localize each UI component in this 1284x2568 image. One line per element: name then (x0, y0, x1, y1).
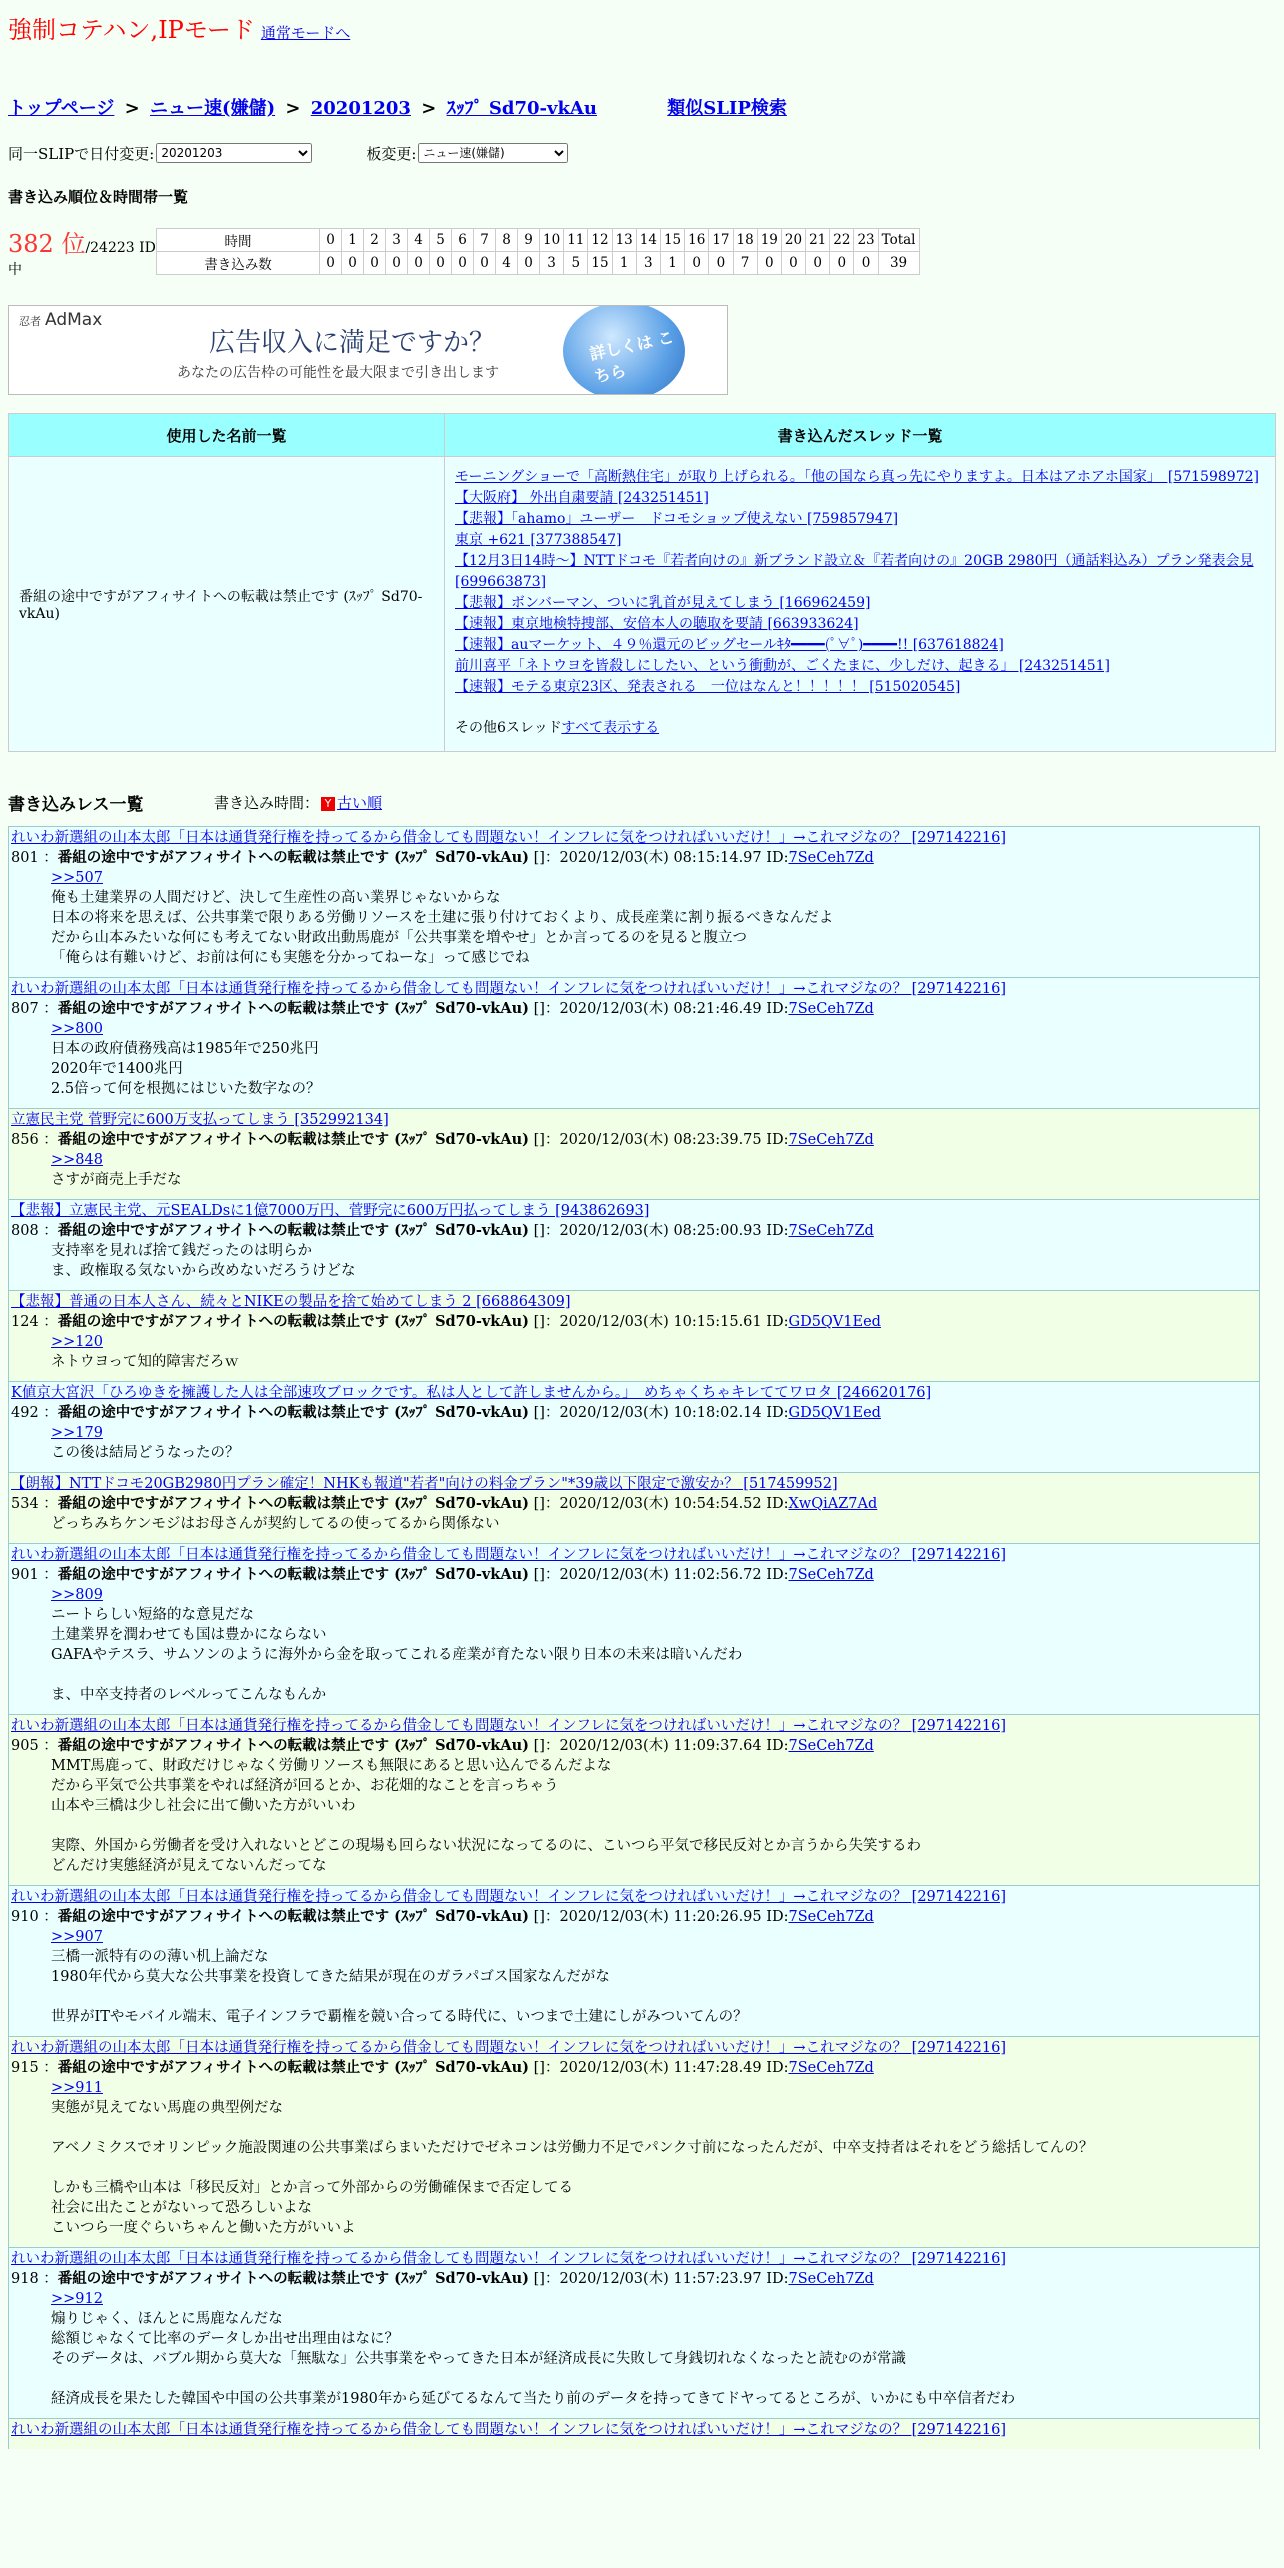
post-thread-link[interactable]: 立憲民主党 菅野完に600万支払ってしまう [352992134] (11, 1112, 389, 1128)
threads-column-header: 書き込んだスレッド一覧 (445, 414, 1276, 457)
thread-list-item (455, 467, 1265, 488)
post-mail: [] (533, 1001, 545, 1017)
post-text-line: GAFAやテスラ、サムソンのように海外から金を取ってこれる産業が育たない限り日本の未来は暗いんだわ (51, 1647, 743, 1663)
post-author-name: 番組の途中ですがアフィサイトへの転載は禁止です (ｽｯﾌﾟ Sd70-vkAu) (57, 1908, 530, 1925)
hour-count-cell: 0 (452, 252, 474, 275)
post-text-line: こいつら一度ぐらいちゃんと働いた方がいいよ (51, 2220, 356, 2236)
post-author-name: 番組の途中ですがアフィサイトへの転載は禁止です (ｽｯﾌﾟ Sd70-vkAu) (57, 1222, 530, 1239)
ranking-section-title: 書き込み順位＆時間帯一覧 (8, 188, 189, 206)
post-date: 2020/12/03(木) 11:47:28.49 ID: (559, 2060, 789, 2076)
rank-display (8, 224, 156, 279)
post-body (51, 1423, 1259, 1463)
post-date: 2020/12/03(木) 11:57:23.97 ID: (559, 2271, 789, 2287)
post-id-link[interactable]: 7SeCeh7Zd (788, 1738, 874, 1754)
hour-count-cell: 0 (518, 252, 540, 275)
post-mail: [] (533, 1909, 545, 1925)
breadcrumb-slip[interactable]: ｽｯﾌﾟ Sd70-vkAu (446, 98, 597, 119)
hour-cell: 23 (854, 229, 878, 252)
post-date: 2020/12/03(木) 11:20:26.95 ID: (559, 1909, 789, 1925)
post-date: 2020/12/03(木) 08:23:39.75 ID: (559, 1132, 789, 1148)
ranking-row (8, 224, 1260, 279)
post (8, 2036, 1260, 2247)
hour-cell: 17 (709, 229, 733, 252)
board-change-label: 板変更: (366, 144, 417, 163)
post-text-line (51, 2158, 1259, 2178)
hour-count-cell: 3 (636, 252, 660, 275)
post-body (51, 1514, 1259, 1534)
post-meta: 856 ：番組の途中ですがアフィサイトへの転載は禁止です (ｽｯﾌﾟ Sd70-vkAu) []：2020/12/03(木) 08:23:39.75 ID:7SeCeh7Zd (11, 1131, 874, 1148)
post-text-line: 「俺らは有難いけど、お前は何にも実態を分かってねーな」って感じでね (51, 950, 530, 966)
hour-count-cell: 0 (430, 252, 452, 275)
thread-link[interactable]: 【悲報】ボンバーマン、ついに乳首が見えてしまう [166962459] (455, 595, 871, 611)
post-meta: 915 ：番組の途中ですがアフィサイトへの転載は禁止です (ｽｯﾌﾟ Sd70-vkAu) []：2020/12/03(木) 11:47:28.49 ID:7SeCeh7Zd (11, 2059, 874, 2076)
mode-title: 強制コテハン,IPモード (8, 16, 255, 44)
hour-count-cell: 0 (342, 252, 364, 275)
posts-title: 書き込みレス一覧 (8, 794, 144, 815)
reply-anchor-link[interactable]: >>809 (51, 1587, 103, 1603)
total-count: 39 (878, 252, 919, 275)
post-id-link[interactable]: GD5QV1Eed (788, 1405, 881, 1421)
hour-cell: 2 (364, 229, 386, 252)
post-mail: [] (533, 1314, 545, 1330)
post (8, 826, 1260, 977)
post-text-line: どんだけ実態経済が見えてないんだってな (51, 1858, 327, 1874)
thread-link[interactable]: 【速報】モテる東京23区、発表される 一位はなんと！！！！！ [515020545] (455, 679, 961, 695)
sort-oldest-link[interactable]: 古い順 (337, 793, 383, 812)
post-thread-link[interactable]: れいわ新選組の山本太郎「日本は通貨発行権を持ってるから借金しても問題ない！インフレに気をつければいいだけ！」→これマジなの？ [297142216] (11, 2422, 1007, 2438)
post-text-line: 経済成長を果たした韓国や中国の公共事業が1980年から延びてるなんて当たり前のデータを持ってきてドヤってるところが、いかにも中卒信者だわ (51, 2391, 1016, 2407)
show-all-threads-link[interactable]: すべて表示する (561, 720, 660, 736)
reply-anchor-link[interactable]: >>507 (51, 870, 103, 886)
post-text-line: 支持率を見れば捨て銭だったのは明らか (51, 1243, 312, 1259)
post-text-line: 総額じゃなくて比率のデータしか出せ出理由はなに？ (51, 2331, 399, 2347)
thread-list-item (455, 488, 1265, 509)
hour-cell: 8 (496, 229, 518, 252)
post-author-name: 番組の途中ですがアフィサイトへの転載は禁止です (ｽｯﾌﾟ Sd70-vkAu) (57, 1495, 530, 1512)
hour-cell: 4 (408, 229, 430, 252)
post-text-line: 実態が見えてない馬鹿の典型例だな (51, 2100, 283, 2116)
post-author-name: 番組の途中ですがアフィサイトへの転載は禁止です (ｽｯﾌﾟ Sd70-vkAu) (57, 1737, 530, 1754)
post-date: 2020/12/03(木) 08:15:14.97 ID: (559, 850, 789, 866)
post-thread-link[interactable]: れいわ新選組の山本太郎「日本は通貨発行権を持ってるから借金しても問題ない！インフレに気をつければいいだけ！」→これマジなの？ [297142216] (11, 1889, 1007, 1905)
thread-list-item (455, 593, 1265, 614)
post (8, 1885, 1260, 2036)
post-meta: 492 ：番組の途中ですがアフィサイトへの転載は禁止です (ｽｯﾌﾟ Sd70-vkAu) []：2020/12/03(木) 10:18:02.14 ID:GD5QV1Eed (11, 1404, 881, 1421)
post-author-name: 番組の途中ですがアフィサイトへの転載は禁止です (ｽｯﾌﾟ Sd70-vkAu) (57, 1566, 530, 1583)
post-text-line (51, 2118, 1259, 2138)
post (8, 2418, 1260, 2449)
post-text-line: さすが商売上手だな (51, 1172, 182, 1188)
post-text-line: だから山本みたいな何にも考えてない財政出動馬鹿が「公共事業を増やせ」とか言ってるのを見ると腹立つ (51, 930, 747, 946)
post-number: 801 (11, 850, 39, 866)
used-name: 番組の途中ですがアフィサイトへの転載は禁止です (ｽｯﾌﾟ Sd70-vkAu) (9, 457, 445, 752)
board-select[interactable] (418, 143, 568, 163)
post-author-name: 番組の途中ですがアフィサイトへの転載は禁止です (ｽｯﾌﾟ Sd70-vkAu) (57, 2059, 530, 2076)
post (8, 1543, 1260, 1714)
post-text-line: どっちみちケンモジはお母さんが契約してるの使ってるから関係ない (51, 1516, 500, 1532)
hour-count-cell: 7 (733, 252, 757, 275)
post-body (51, 868, 1259, 968)
hour-count-cell: 0 (364, 252, 386, 275)
post-text-line: 2.5倍って何を根拠にはじいた数字なの？ (51, 1081, 321, 1097)
breadcrumb-board[interactable]: ニュー速(嫌儲) (150, 98, 276, 119)
ad-brand-name: AdMax (45, 310, 103, 330)
post-date: 2020/12/03(木) 11:09:37.64 ID: (559, 1738, 789, 1754)
post-meta: 801 ：番組の途中ですがアフィサイトへの転載は禁止です (ｽｯﾌﾟ Sd70-vkAu) []：2020/12/03(木) 08:15:14.97 ID:7SeCeh7Zd (11, 849, 874, 866)
hour-cell: 19 (757, 229, 781, 252)
ad-details-label: 詳しくは こちら (587, 327, 676, 387)
post-body (51, 1241, 1259, 1281)
post-body (51, 1019, 1259, 1099)
post-mail: [] (533, 1738, 545, 1754)
post-author-name: 番組の途中ですがアフィサイトへの転載は禁止です (ｽｯﾌﾟ Sd70-vkAu) (57, 1000, 530, 1017)
thread-link[interactable]: 前川喜平「ネトウヨを皆殺しにしたい、という衝動が、ごくたまに、少しだけ、起きる」 [243251451] (455, 658, 1110, 674)
post (8, 1290, 1260, 1381)
hour-count-cell: 0 (830, 252, 854, 275)
hour-cell: 9 (518, 229, 540, 252)
post-text-line: 俺も土建業界の人間だけど、決して生産性の高い業界じゃないからな (51, 890, 501, 906)
hour-count-cell: 1 (612, 252, 636, 275)
reply-anchor-link[interactable]: >>911 (51, 2080, 103, 2096)
hourly-post-table (156, 228, 920, 275)
thread-list-cell (445, 457, 1276, 752)
reply-anchor-link[interactable]: >>800 (51, 1021, 103, 1037)
post-date: 2020/12/03(木) 11:02:56.72 ID: (559, 1567, 789, 1583)
post-number: 492 (11, 1405, 39, 1421)
post-number: 918 (11, 2271, 39, 2287)
post-mail: [] (533, 2060, 545, 2076)
post-text-line (51, 1987, 1259, 2007)
post-date: 2020/12/03(木) 10:15:15.61 ID: (559, 1314, 789, 1330)
post-reply-anchor-line (51, 1585, 1259, 1605)
hour-cell: 14 (636, 229, 660, 252)
post-number: 905 (11, 1738, 39, 1754)
hour-count-cell: 0 (320, 252, 342, 275)
names-threads-table (8, 413, 1276, 752)
post-reply-anchor-line (51, 1423, 1259, 1443)
post-mail: [] (533, 850, 545, 866)
post-reply-anchor-line (51, 2289, 1259, 2309)
post-thread-link[interactable]: 【朗報】NTTドコモ20GB2980円プラン確定！NHKも報道"若者"向けの料金プラン"*39歳以下限定で激安か？ [517459952] (11, 1476, 838, 1492)
reply-anchor-link[interactable]: >>912 (51, 2291, 103, 2307)
breadcrumb-separator: > (285, 98, 301, 119)
reply-anchor-link[interactable]: >>179 (51, 1425, 103, 1441)
post-text-line: 土建業界を潤わせても国は豊かにならない (51, 1627, 327, 1643)
post-time-label: 書き込み時間： (214, 793, 320, 812)
hour-cell: 20 (781, 229, 805, 252)
post-reply-anchor-line (51, 868, 1259, 888)
thread-link[interactable]: 【12月3日14時～】NTTドコモ『若者向けの』新ブランド設立＆『若者向けの』20GB 2980円（通話料込み）プラン発表会見 [699663873] (455, 553, 1254, 590)
thread-list (455, 467, 1265, 698)
hour-count-cell: 4 (496, 252, 518, 275)
ad-brand-small: 忍者 (19, 315, 41, 328)
hour-cell: 6 (452, 229, 474, 252)
post-text-line: 日本の将来を思えば、公共事業で限りある労働リソースを土建に張り付けておくより、成長産業に割り振るべきなんだよ (51, 910, 834, 926)
hour-row (157, 229, 920, 252)
hour-count-cell: 0 (386, 252, 408, 275)
post-text-line: しかも三橋や山本は「移民反対」とか言って外部からの労働確保まで否定してる (51, 2180, 573, 2196)
post-date: 2020/12/03(木) 08:21:46.49 ID: (559, 1001, 789, 1017)
ad-banner[interactable] (8, 305, 728, 395)
post-id-link[interactable]: 7SeCeh7Zd (788, 2271, 874, 2287)
post-text-line: 社会に出たことがないって恐ろしいよな (51, 2200, 312, 2216)
post-id-link[interactable]: GD5QV1Eed (788, 1314, 881, 1330)
post-date: 2020/12/03(木) 10:54:54.52 ID: (559, 1496, 789, 1512)
post-thread-link[interactable]: れいわ新選組の山本太郎「日本は通貨発行権を持ってるから借金しても問題ない！インフレに気をつければいいだけ！」→これマジなの？ [297142216] (11, 2040, 1007, 2056)
post-body (51, 1927, 1259, 2027)
post (8, 1714, 1260, 1885)
post-text-line: MMT馬鹿って、財政だけじゃなく労働リソースも無限にあると思い込んでるんだよな (51, 1758, 612, 1774)
hour-count-cell: 0 (474, 252, 496, 275)
post-author-name: 番組の途中ですがアフィサイトへの転載は禁止です (ｽｯﾌﾟ Sd70-vkAu) (57, 1313, 530, 1330)
hour-cell: 22 (830, 229, 854, 252)
post-reply-anchor-line (51, 1150, 1259, 1170)
post-id-link[interactable]: 7SeCeh7Zd (788, 1001, 874, 1017)
post-body (51, 1585, 1259, 1705)
thread-list-item (455, 530, 1265, 551)
hour-count-cell: 15 (588, 252, 612, 275)
post-mail: [] (533, 1567, 545, 1583)
names-table-header (9, 414, 1276, 457)
breadcrumb-top[interactable]: トップページ (8, 98, 115, 119)
post-thread-link[interactable]: 【悲報】立憲民主党、元SEALDsに1億7000万円、菅野完に600万円払ってしまう [943862693] (11, 1203, 650, 1219)
hour-row-label: 時間 (157, 229, 320, 252)
post-date: 2020/12/03(木) 08:25:00.93 ID: (559, 1223, 789, 1239)
thread-list-item (455, 614, 1265, 635)
sort-order-icon: Y (321, 797, 335, 811)
post (8, 977, 1260, 1108)
post-text-line: ニートらしい短絡的な意見だな (51, 1607, 254, 1623)
post-author-name: 番組の途中ですがアフィサイトへの転載は禁止です (ｽｯﾌﾟ Sd70-vkAu) (57, 2270, 530, 2287)
post-meta: 808 ：番組の途中ですがアフィサイトへの転載は禁止です (ｽｯﾌﾟ Sd70-vkAu) []：2020/12/03(木) 08:25:00.93 ID:7SeCeh7Zd (11, 1222, 874, 1239)
post-id-link[interactable]: 7SeCeh7Zd (788, 850, 874, 866)
names-table-row (9, 457, 1276, 752)
post-text-line: 世界がITやモバイル端末、電子インフラで覇権を競い合ってる時代に、いつまで土建にしがみついてんの？ (51, 2009, 748, 2025)
reply-anchor-link[interactable]: >>120 (51, 1334, 103, 1350)
post-text-line: そのデータは、バブル期から莫大な「無駄な」公共事業をやってきた日本が経済成長に失敗して身銭切れなくなったと読むのが常識 (51, 2351, 906, 2367)
post-reply-anchor-line (51, 2078, 1259, 2098)
post-number: 910 (11, 1909, 39, 1925)
hour-count-cell: 0 (685, 252, 709, 275)
post-mail: [] (533, 1496, 545, 1512)
post-mail: [] (533, 1223, 545, 1239)
post (8, 1472, 1260, 1543)
post (8, 1381, 1260, 1472)
post-text-line: 三橋一派特有のの薄い机上論だな (51, 1949, 269, 1965)
post-text-line: この後は結局どうなったの？ (51, 1445, 240, 1461)
post-body (51, 1150, 1259, 1190)
post-list (8, 826, 1260, 2449)
other-threads (455, 718, 1265, 739)
count-row (157, 252, 920, 275)
post-text-line: ネトウヨって知的障害だろｗ (51, 1354, 239, 1370)
post-meta: 910 ：番組の途中ですがアフィサイトへの転載は禁止です (ｽｯﾌﾟ Sd70-vkAu) []：2020/12/03(木) 11:20:26.95 ID:7SeCeh7Zd (11, 1908, 874, 1925)
thread-list-item (455, 635, 1265, 656)
date-select[interactable] (156, 143, 312, 163)
hour-cell: 3 (386, 229, 408, 252)
post-text-line: ま、政権取る気ないから改めないだろうけどな (51, 1263, 356, 1279)
post-mail: [] (533, 2271, 545, 2287)
hour-cell: 16 (685, 229, 709, 252)
breadcrumb-separator: > (124, 98, 140, 119)
post-text-line (51, 2369, 1259, 2389)
post-thread-link[interactable]: れいわ新選組の山本太郎「日本は通貨発行権を持ってるから借金しても問題ない！インフレに気をつければいいだけ！」→これマジなの？ [297142216] (11, 1718, 1007, 1734)
hour-count-cell: 5 (564, 252, 588, 275)
hour-count-cell: 0 (854, 252, 878, 275)
post-author-name: 番組の途中ですがアフィサイトへの転載は禁止です (ｽｯﾌﾟ Sd70-vkAu) (57, 1404, 530, 1421)
hour-count-cell: 0 (408, 252, 430, 275)
post (8, 2247, 1260, 2418)
mode-header (8, 6, 1260, 46)
post-meta: 534 ：番組の途中ですがアフィサイトへの転載は禁止です (ｽｯﾌﾟ Sd70-vkAu) []：2020/12/03(木) 10:54:54.52 ID:XwQiAZ7Ad (11, 1495, 878, 1512)
post-thread-link[interactable]: れいわ新選組の山本太郎「日本は通貨発行権を持ってるから借金しても問題ない！インフレに気をつければいいだけ！」→これマジなの？ [297142216] (11, 981, 1007, 997)
selector-row (8, 138, 1260, 168)
post (8, 1199, 1260, 1290)
hour-cell: 13 (612, 229, 636, 252)
hour-cell: 0 (320, 229, 342, 252)
count-row-label: 書き込み数 (157, 252, 320, 275)
post-text-line: 2020年で1400兆円 (51, 1061, 183, 1077)
post-id-link[interactable]: 7SeCeh7Zd (788, 1909, 874, 1925)
post-body (51, 2078, 1259, 2238)
post-id-link[interactable]: XwQiAZ7Ad (788, 1496, 878, 1512)
post-meta: 807 ：番組の途中ですがアフィサイトへの転載は禁止です (ｽｯﾌﾟ Sd70-vkAu) []：2020/12/03(木) 08:21:46.49 ID:7SeCeh7Zd (11, 1000, 874, 1017)
ad-details-button[interactable] (563, 305, 685, 395)
post-number: 807 (11, 1001, 39, 1017)
post-thread-link[interactable]: れいわ新選組の山本太郎「日本は通貨発行権を持ってるから借金しても問題ない！インフレに気をつければいいだけ！」→これマジなの？ [297142216] (11, 1547, 1007, 1563)
post-meta: 918 ：番組の途中ですがアフィサイトへの転載は禁止です (ｽｯﾌﾟ Sd70-vkAu) []：2020/12/03(木) 11:57:23.97 ID:7SeCeh7Zd (11, 2270, 874, 2287)
post-thread-link[interactable]: K値京大宮沢「ひろゆきを擁護した人は全部速攻ブロックです。私は人として許しませんから。」 めちゃくちゃキレててワロタ [246620176] (11, 1385, 932, 1401)
hour-cell: 11 (564, 229, 588, 252)
post-meta: 901 ：番組の途中ですがアフィサイトへの転載は禁止です (ｽｯﾌﾟ Sd70-vkAu) []：2020/12/03(木) 11:02:56.72 ID:7SeCeh7Zd (11, 1566, 874, 1583)
post-text-line: アベノミクスでオリンピック施設関連の公共事業ばらまいただけでゼネコンは労働力不足でパンク寸前になったんだが、中卒支持者はそれをどう総括してんの？ (51, 2140, 1094, 2156)
total-header: Total (878, 229, 919, 252)
post-mail: [] (533, 1405, 545, 1421)
hour-cell: 21 (806, 229, 830, 252)
post-number: 124 (11, 1314, 39, 1330)
hour-cell: 15 (660, 229, 684, 252)
post-body (51, 2289, 1259, 2409)
thread-link[interactable]: 東京 +621 [377388547] (455, 532, 622, 548)
post-author-name: 番組の途中ですがアフィサイトへの転載は禁止です (ｽｯﾌﾟ Sd70-vkAu) (57, 849, 530, 866)
ad-brand (19, 310, 102, 330)
post-meta: 124 ：番組の途中ですがアフィサイトへの転載は禁止です (ｽｯﾌﾟ Sd70-vkAu) []：2020/12/03(木) 10:15:15.61 ID:GD5QV1Eed (11, 1313, 881, 1330)
thread-link[interactable]: 【速報】auマーケット、４９％還元のビッグセールｷﾀ━━━━(ﾟ∀ﾟ)━━━━!! [637618824] (455, 637, 1004, 653)
post-body (51, 1332, 1259, 1372)
post-order (214, 792, 382, 813)
post-body (51, 1756, 1259, 1876)
similar-slip-search-link[interactable]: 類似SLIP検索 (667, 98, 787, 119)
post-text-line (51, 1816, 1259, 1836)
post-text-line: 煽りじゃく、ほんとに馬鹿なんだな (51, 2311, 283, 2327)
normal-mode-link[interactable]: 通常モードへ (260, 24, 351, 42)
post-number: 915 (11, 2060, 39, 2076)
post-reply-anchor-line (51, 1927, 1259, 1947)
breadcrumb (8, 94, 1260, 124)
thread-list-item (455, 509, 1265, 530)
post-text-line: 日本の政府債務残高は1985年で250兆円 (51, 1041, 319, 1057)
thread-list-item (455, 677, 1265, 698)
post-text-line: だから平気で公共事業をやれば経済が回るとか、お花畑的なことを言っちゃう (51, 1778, 559, 1794)
rank-number: 382 位 (8, 230, 86, 258)
other-threads-text: その他6スレッド (455, 720, 562, 736)
hour-count-cell: 0 (757, 252, 781, 275)
post-text-line: 山本や三橋は少し社会に出て働いた方がいいわ (51, 1798, 356, 1814)
post-thread-link[interactable]: れいわ新選組の山本太郎「日本は通貨発行権を持ってるから借金しても問題ない！インフレに気をつければいいだけ！」→これマジなの？ [297142216] (11, 830, 1007, 846)
thread-list-item (455, 656, 1265, 677)
ad-subtext: あなたの広告枠の可能性を最大限まで引き出します (177, 365, 499, 381)
post-reply-anchor-line (51, 1332, 1259, 1352)
post (8, 1108, 1260, 1199)
ad-headline: 広告収入に満足ですか？ (209, 328, 496, 358)
post-id-link[interactable]: 7SeCeh7Zd (788, 1132, 874, 1148)
thread-link[interactable]: モーニングショーで「高断熱住宅」が取り上げられる。「他の国なら真っ先にやりますよ。日本はアホアホ国家」 [571598972] (455, 469, 1259, 485)
breadcrumb-date[interactable]: 20201203 (310, 98, 411, 119)
post-author-name: 番組の途中ですがアフィサイトへの転載は禁止です (ｽｯﾌﾟ Sd70-vkAu) (57, 1131, 530, 1148)
post-id-link[interactable]: 7SeCeh7Zd (788, 2060, 874, 2076)
post-mail: [] (533, 1132, 545, 1148)
post-date: 2020/12/03(木) 10:18:02.14 ID: (559, 1405, 789, 1421)
post-meta: 905 ：番組の途中ですがアフィサイトへの転載は禁止です (ｽｯﾌﾟ Sd70-vkAu) []：2020/12/03(木) 11:09:37.64 ID:7SeCeh7Zd (11, 1737, 874, 1754)
hour-cell: 10 (540, 229, 564, 252)
hour-count-cell: 0 (806, 252, 830, 275)
hour-count-cell: 0 (709, 252, 733, 275)
hour-cell: 12 (588, 229, 612, 252)
hour-cell: 18 (733, 229, 757, 252)
thread-link[interactable]: 【大阪府】 外出自粛要請 [243251451] (455, 490, 709, 506)
hour-cell: 1 (342, 229, 364, 252)
date-change-label: 同一SLIPで日付変更: (8, 144, 155, 163)
hour-count-cell: 3 (540, 252, 564, 275)
names-column-header: 使用した名前一覧 (9, 414, 445, 457)
post-text-line: 1980年代から莫大な公共事業を投資してきた結果が現在のガラパゴス国家なんだがな (51, 1969, 610, 1985)
post-number: 901 (11, 1567, 39, 1583)
post-text-line: 実際、外国から労働者を受け入れないとどこの現場も回らない状況になってるのに、こいつら平気で移民反対とか言うから失笑するわ (51, 1838, 921, 1854)
post-number: 856 (11, 1132, 39, 1148)
thread-link[interactable]: 【速報】東京地検特捜部、安倍本人の聴取を要請 [663933624] (455, 616, 859, 632)
post-reply-anchor-line (51, 1019, 1259, 1039)
post-id-link[interactable]: 7SeCeh7Zd (788, 1223, 874, 1239)
hour-cell: 5 (430, 229, 452, 252)
hour-cell: 7 (474, 229, 496, 252)
thread-list-item (455, 551, 1265, 593)
post-thread-link[interactable]: 【悲報】普通の日本人さん、続々とNIKEの製品を捨て始めてしまう 2 [668864309] (11, 1294, 571, 1310)
post-number: 808 (11, 1223, 39, 1239)
breadcrumb-separator: > (421, 98, 437, 119)
rank-total: /24223 ID中 (8, 240, 156, 278)
post-id-link[interactable]: 7SeCeh7Zd (788, 1567, 874, 1583)
post-thread-link[interactable]: れいわ新選組の山本太郎「日本は通貨発行権を持ってるから借金しても問題ない！インフレに気をつければいいだけ！」→これマジなの？ [297142216] (11, 2251, 1007, 2267)
post-text-line: ま、中卒支持者のレベルってこんなもんか (51, 1687, 327, 1703)
posts-header (8, 790, 1260, 814)
reply-anchor-link[interactable]: >>907 (51, 1929, 103, 1945)
post-number: 534 (11, 1496, 39, 1512)
reply-anchor-link[interactable]: >>848 (51, 1152, 103, 1168)
hour-count-cell: 1 (660, 252, 684, 275)
hour-count-cell: 0 (781, 252, 805, 275)
thread-link[interactable]: 【悲報】「ahamo」ユーザー ドコモショップ使えない [759857947] (455, 511, 899, 527)
post-text-line (51, 1665, 1259, 1685)
